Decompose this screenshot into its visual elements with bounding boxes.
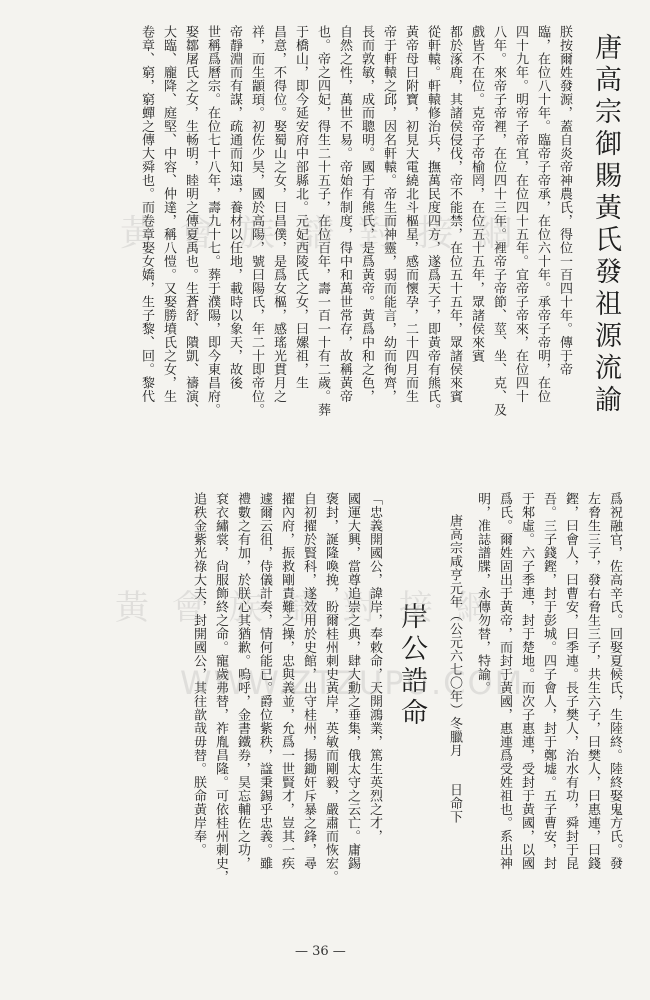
- text-column: 從軒轅。軒轅修治兵，撫萬民度四方，遂爲天子，即黃帝有熊氏。: [425, 25, 440, 417]
- text-column: 袞衣繡裳，尙服飾終之命。寵歲弗替，祚胤昌隆。可依桂州刺史，: [213, 492, 228, 884]
- text-column: 娶鄒屠氏之女，生畅明，睦明之傳夏禹也。生蒼舒、隤凱、禱演、: [183, 25, 198, 417]
- text-column: 爲祝融官，佐高辛氏。回娶夏候氏，生陸終。陸終娶鬼方氏。發: [607, 492, 622, 870]
- text-column: 明，准誌譜牒，永傳勿替，特諭。: [475, 492, 490, 695]
- text-column: 長而敦敏，成而聰明。國于有熊氏，是爲黃帝。黃爲中和之色，: [359, 25, 374, 403]
- text-column: 追秩金紫光祿大夫，封開國公，其往歆哉毋替。朕命黃岸奉。: [191, 492, 206, 857]
- text-column: 昌意，不得位。娶蜀山之女，曰昌僕，是爲女樞，感瑤光貫月之: [271, 25, 286, 403]
- text-column: 卷章、窮，窮蟬之傳大舜也。而卷章娶女嬌，生子黎、回。黎代: [139, 25, 154, 403]
- article-title: 唐高宗御賜黃氏發祖源流諭: [590, 33, 621, 417]
- text-column: 臨，在位八十年。臨帝子帝承，在位六十年。承帝子帝明，在位: [535, 25, 550, 403]
- text-column: 國運大興，當尊追崇之典，肆大勳之垂集，俄太守之云亡。庸錫: [345, 492, 360, 870]
- text-column: 也。帝之四妃，得生二十五子，在位百年，壽一百一十有二歲。葬: [315, 25, 330, 417]
- text-column: 戲皆不在位。克帝子帝榆罔，在位五十五年，眾諸侯來賓: [469, 25, 484, 363]
- text-column: 遽爾云徂，侍儀計奏，情何能已。爵位紫秩，諡秉錫乎忠義。雖: [257, 492, 272, 870]
- text-column: 八年。來帝子帝裡，在位四十三年。裡帝子帝節、莖、坐、克、及: [491, 25, 506, 417]
- text-column: 大臨、龐降、庭堅、中容、仲達，稱八愷。又娶勝墳氏之女，生: [161, 25, 176, 403]
- text-column: 褒封，誕隆喚挽，盼爾桂州刺史黃岸，英敏而剛毅，嚴肅而恢宏。: [323, 492, 338, 884]
- watermark-lower-cn: 黃 會 族 譜 對 接 網: [115, 588, 496, 628]
- text-column: 「忠義開國公，諱岸，奉敕命，天開鴻業，篤生英烈之才，: [367, 492, 382, 843]
- article-edict-origin: [78, 25, 625, 473]
- text-column: 爲氏。爾姓固出于黃帝，而封于黃國，惠連爲受姓祖也。系出神: [497, 492, 512, 870]
- text-column: 于邾虛。六子季連，封于楚地。而次子惠連，受封于黃國，以國: [519, 492, 534, 870]
- text-column: 自然之性，萬世不易。帝始作制度，得中和萬世常存，故稱黃帝: [337, 25, 352, 403]
- text-column: 于橋山，即今延安府中部縣北。元妃西陵氏之女，曰嫘祖，生: [293, 25, 308, 390]
- text-column: 都於涿鹿，其諸侯侵伐，帝不能禁，在位五十五年，眾諸侯來賓: [447, 25, 462, 403]
- text-column: 禮數之有加，於朕心其猶歉。嗚呼，金書鐵券，昊忘輔佐之功，: [235, 492, 250, 870]
- text-column: 擢內府，振救剛責難之操，忠與義並，允爲一世賢才，豈其一疾: [279, 492, 294, 870]
- text-column: 帝于軒轅之邱，因名軒轅。帝生而神靈，弱而能言，幼而徇齊，: [381, 25, 396, 403]
- text-column: 左脅生三子，發右脅生三子，共生六子，曰樊人，曰惠連，曰錢: [585, 492, 600, 870]
- dateline: [443, 492, 465, 824]
- watermark-lower-en: WWW.ZTZUPU.COM: [180, 664, 525, 702]
- text-column: 吾。三子錢鏗，封于彭城。四子會人，封于鄭墟。五子曹安，封: [541, 492, 556, 870]
- text-column: 祥，而生顓頊。初佐少昊，國於高陽，號曰陽氏，年二十即帝位。: [249, 25, 264, 417]
- dateline-text: 唐高宗咸亨元年（公元六七〇年）冬臘月: [447, 514, 462, 757]
- article-edict-an: [78, 492, 625, 932]
- dateline-signoff: 日命下: [447, 783, 462, 824]
- text-column: 帝靜淵而有謀，疏通而知遠，養材以任地，載時以象天，故後: [227, 25, 242, 390]
- text-column: 世稱爲曆宗。在位七十八年，壽九十七。葬于濮陽，即今東昌府。: [205, 25, 220, 417]
- watermark-upper: 黃 會 族 譜 對 接 網: [120, 213, 519, 254]
- text-column: 朕按爾姓發源，蓋自炎帝神農氏，得位一百四十年。傳于帝: [557, 25, 572, 376]
- text-column: 黃帝母曰附寶，初見大電繞北斗樞星，感而懷孕，二十四月而生: [403, 25, 418, 403]
- text-column: 自初擢於賢科，遂效用於史館，出守桂州，揚鋤奸斥暴之鋒，尋: [301, 492, 316, 870]
- text-column: 四十九年。明帝子帝宜，在位四十五年。宜帝子帝來，在位四十: [513, 25, 528, 403]
- article-title: 岸公誥命: [396, 602, 427, 730]
- page-number: — 36 —: [295, 944, 346, 959]
- text-column: 鏗，曰會人，曰曹安，曰季連。長子樊人，治水有功，舜封于昆: [563, 492, 578, 870]
